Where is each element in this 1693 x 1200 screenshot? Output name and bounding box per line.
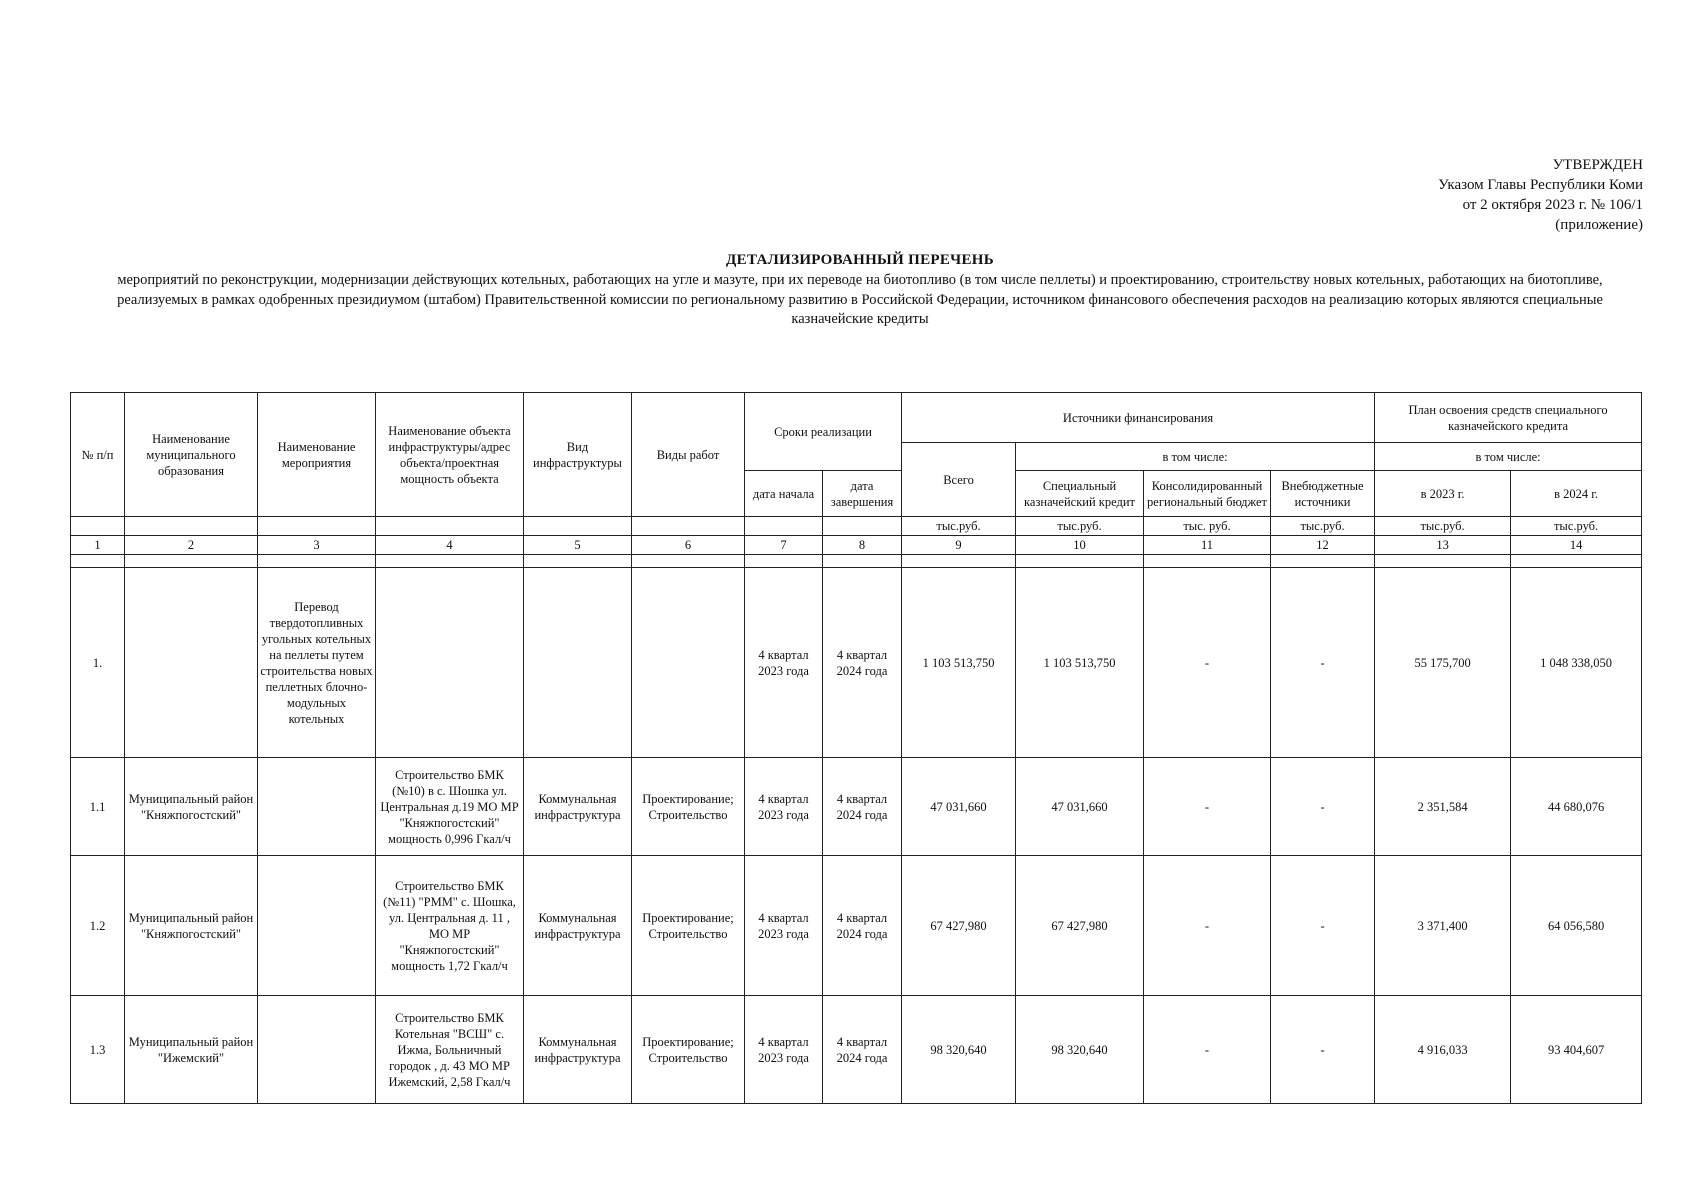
unit-cell: тыс. руб. <box>1144 517 1271 536</box>
row-infra-type <box>524 568 632 758</box>
document-subtitle: мероприятий по реконструкции, модернизации действующих котельных, работающих на угле и мазуте, при их переводе на биотопливо (в том числе пеллеты) и проектированию, строительству новых котельных, работающих на биотопливе, реализуемых в рамках одобренных президиумом (штабом) Правительственной комиссии по региональному развитию в Российской Федерации, источником финансового обеспечения расходов на реализацию которых являются специальные казначейские кредиты <box>117 272 1603 327</box>
header-object: Наименование объекта инфраструктуры/адрес объекта/проектная мощность объекта <box>376 393 524 517</box>
table-row <box>71 996 1642 1104</box>
column-number: 5 <box>524 536 632 555</box>
row-2023: 55 175,700 <box>1375 568 1511 758</box>
approved-label: УТВЕРЖДЕН <box>1552 157 1643 173</box>
row-object: Строительство БМК (№10) в с. Шошка ул. Центральная д.19 МО МР "Княжпогостский" мощность 0,996 Гкал/ч <box>376 758 524 856</box>
row-special-credit: 67 427,980 <box>1016 856 1144 996</box>
column-number-row <box>71 536 1642 555</box>
unit-cell: тыс.руб. <box>1016 517 1144 536</box>
row-measure <box>258 996 376 1104</box>
unit-cell: тыс.руб. <box>1375 517 1511 536</box>
document-heading <box>90 252 1630 330</box>
row-extra: - <box>1271 758 1375 856</box>
row-num: 1.3 <box>71 996 125 1104</box>
measures-table <box>70 392 1642 1104</box>
header-2023: в 2023 г. <box>1375 471 1511 517</box>
row-municipality: Муниципальный район "Княжпогостский" <box>125 856 258 996</box>
row-object: Строительство БМК Котельная "ВСШ" с. Ижма, Больничный городок , д. 43 МО МР Ижемский, 2,58 Гкал/ч <box>376 996 524 1104</box>
row-2023: 3 371,400 <box>1375 856 1511 996</box>
row-measure <box>258 758 376 856</box>
row-municipality: Муниципальный район "Ижемский" <box>125 996 258 1104</box>
row-work-type: Проектирование; Строительство <box>632 856 745 996</box>
column-number: 11 <box>1144 536 1271 555</box>
row-work-type <box>632 568 745 758</box>
row-special-credit: 47 031,660 <box>1016 758 1144 856</box>
column-number: 1 <box>71 536 125 555</box>
approval-stamp <box>1438 155 1643 235</box>
row-municipality: Муниципальный район "Княжпогостский" <box>125 758 258 856</box>
row-extra: - <box>1271 568 1375 758</box>
row-total: 98 320,640 <box>902 996 1016 1104</box>
row-2024: 44 680,076 <box>1511 758 1642 856</box>
column-number: 8 <box>823 536 902 555</box>
row-num: 1.1 <box>71 758 125 856</box>
header-2024: в 2024 г. <box>1511 471 1642 517</box>
row-special-credit: 1 103 513,750 <box>1016 568 1144 758</box>
header-end: дата завершения <box>823 471 902 517</box>
row-num: 1. <box>71 568 125 758</box>
row-infra-type: Коммунальная инфраструктура <box>524 996 632 1104</box>
column-number: 2 <box>125 536 258 555</box>
row-extra: - <box>1271 856 1375 996</box>
approved-note: (приложение) <box>1555 217 1643 233</box>
header-plan: План освоения средств специального казначейского кредита <box>1375 393 1642 443</box>
column-number: 10 <box>1016 536 1144 555</box>
column-number: 4 <box>376 536 524 555</box>
header-special-credit: Специальный казначейский кредит <box>1016 471 1144 517</box>
row-total: 47 031,660 <box>902 758 1016 856</box>
document-title: ДЕТАЛИЗИРОВАННЫЙ ПЕРЕЧЕНЬ <box>726 252 994 268</box>
row-work-type: Проектирование; Строительство <box>632 758 745 856</box>
row-extra: - <box>1271 996 1375 1104</box>
unit-cell: тыс.руб. <box>1511 517 1642 536</box>
row-object <box>376 568 524 758</box>
header-plan-including: в том числе: <box>1375 443 1642 471</box>
table-row <box>71 568 1642 758</box>
row-total: 1 103 513,750 <box>902 568 1016 758</box>
row-start: 4 квартал 2023 года <box>745 568 823 758</box>
row-total: 67 427,980 <box>902 856 1016 996</box>
table-row <box>71 856 1642 996</box>
header-municipality: Наименование муниципального образования <box>125 393 258 517</box>
row-infra-type: Коммунальная инфраструктура <box>524 758 632 856</box>
approved-by: Указом Главы Республики Коми <box>1438 177 1643 193</box>
header-work-type: Виды работ <box>632 393 745 517</box>
row-object: Строительство БМК (№11) "РММ" с. Шошка, ул. Центральная д. 11 , МО МР "Княжпогостский" мощность 1,72 Гкал/ч <box>376 856 524 996</box>
row-2023: 4 916,033 <box>1375 996 1511 1104</box>
column-number: 7 <box>745 536 823 555</box>
column-number: 12 <box>1271 536 1375 555</box>
row-2023: 2 351,584 <box>1375 758 1511 856</box>
column-number: 13 <box>1375 536 1511 555</box>
header-start: дата начала <box>745 471 823 517</box>
column-number: 6 <box>632 536 745 555</box>
units-row <box>71 517 1642 536</box>
row-end: 4 квартал 2024 года <box>823 568 902 758</box>
row-num: 1.2 <box>71 856 125 996</box>
header-terms: Сроки реализации <box>745 393 902 471</box>
row-work-type: Проектирование; Строительство <box>632 996 745 1104</box>
row-municipality <box>125 568 258 758</box>
header-extra-budget: Внебюджетные источники <box>1271 471 1375 517</box>
header-num: № п/п <box>71 393 125 517</box>
row-consolidated: - <box>1144 568 1271 758</box>
table-row <box>71 758 1642 856</box>
row-2024: 93 404,607 <box>1511 996 1642 1104</box>
header-including: в том числе: <box>1016 443 1375 471</box>
header-consolidated-budget: Консолидированный региональный бюджет <box>1144 471 1271 517</box>
row-infra-type: Коммунальная инфраструктура <box>524 856 632 996</box>
row-start: 4 квартал 2023 года <box>745 996 823 1104</box>
row-consolidated: - <box>1144 996 1271 1104</box>
row-end: 4 квартал 2024 года <box>823 996 902 1104</box>
header-row-1 <box>71 393 1642 443</box>
row-end: 4 квартал 2024 года <box>823 856 902 996</box>
header-measure: Наименование мероприятия <box>258 393 376 517</box>
column-number: 14 <box>1511 536 1642 555</box>
column-number: 3 <box>258 536 376 555</box>
row-measure <box>258 856 376 996</box>
row-special-credit: 98 320,640 <box>1016 996 1144 1104</box>
column-number: 9 <box>902 536 1016 555</box>
header-sources: Источники финансирования <box>902 393 1375 443</box>
row-start: 4 квартал 2023 года <box>745 758 823 856</box>
unit-cell: тыс.руб. <box>1271 517 1375 536</box>
spacer-row <box>71 555 1642 568</box>
row-2024: 1 048 338,050 <box>1511 568 1642 758</box>
row-end: 4 квартал 2024 года <box>823 758 902 856</box>
header-infra-type: Вид инфраструктуры <box>524 393 632 517</box>
row-consolidated: - <box>1144 856 1271 996</box>
approved-date: от 2 октября 2023 г. № 106/1 <box>1462 197 1643 213</box>
unit-cell: тыс.руб. <box>902 517 1016 536</box>
row-start: 4 квартал 2023 года <box>745 856 823 996</box>
row-consolidated: - <box>1144 758 1271 856</box>
row-2024: 64 056,580 <box>1511 856 1642 996</box>
header-total: Всего <box>902 443 1016 517</box>
row-measure: Перевод твердотопливных угольных котельных на пеллеты путем строительства новых пеллетных блочно-модульных котельных <box>258 568 376 758</box>
